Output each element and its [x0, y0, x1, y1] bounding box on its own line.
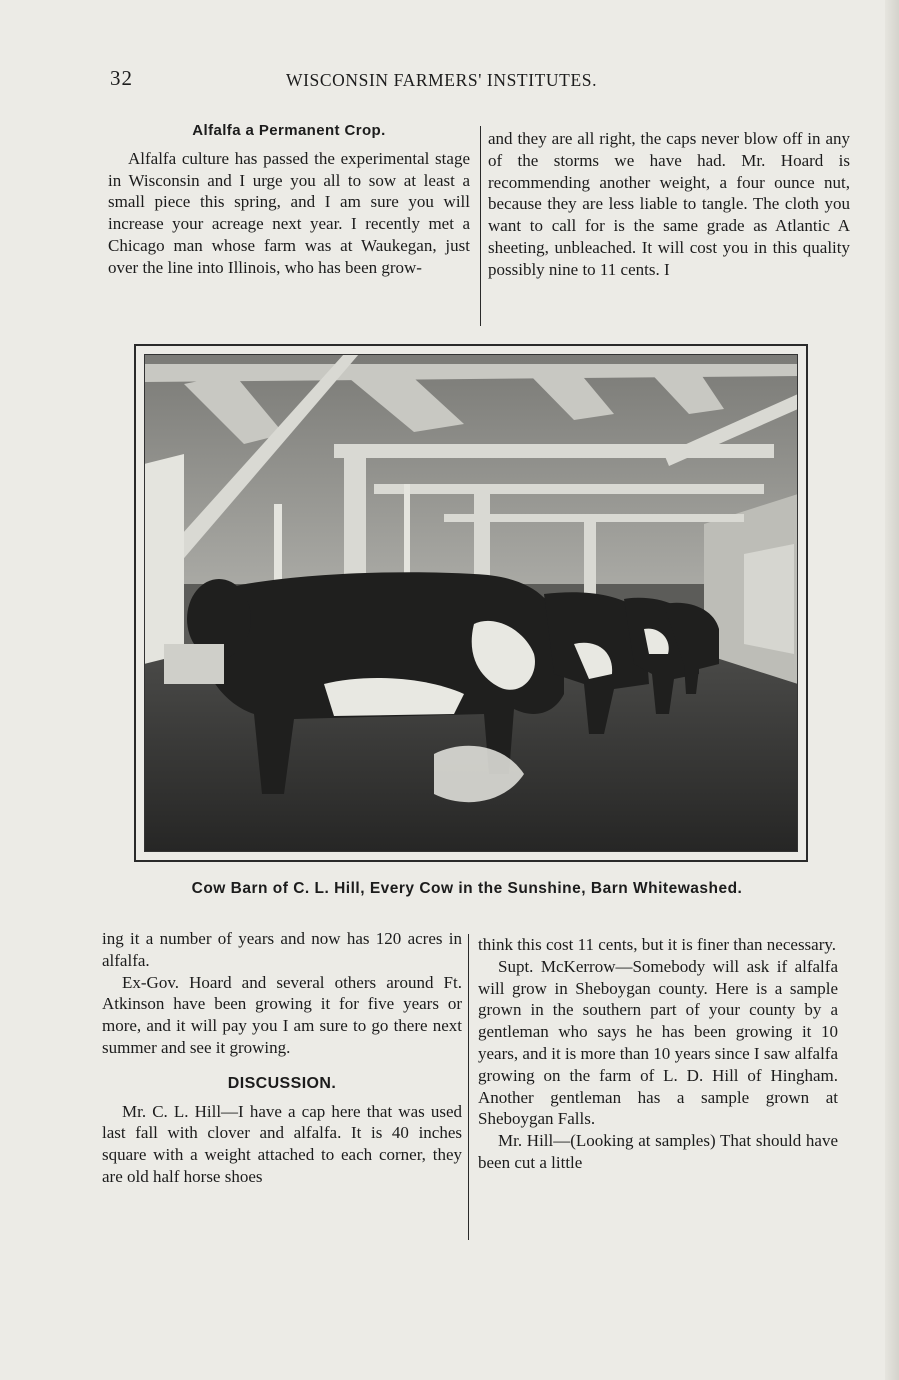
page-number: 32 [110, 66, 133, 90]
paragraph: Ex-Gov. Hoard and several others around Ft. Atkinson have been growing it for five years or more, and it will pay you I am sure to go there next summer and see it growing. [102, 972, 462, 1057]
section-heading: DISCUSSION. [227, 1074, 337, 1092]
paragraph: Mr. C. L. Hill—I have a cap here that was used last fall with clover and alfalfa. It is 40 inches square with a weight attached to each corner, they are old half horse shoes [102, 1101, 462, 1186]
figure-caption: Cow Barn of C. L. Hill, Every Cow in the Sunshine, Barn Whitewashed. [191, 880, 743, 897]
column-divider [468, 934, 469, 1240]
paragraph: Alfalfa culture has passed the experimental stage in Wisconsin and I urge you all to sow at least a small piece this spring, and I am sure you will increase your acreage next year. I recently met a Chicago man whose farm was at Waukegan, just over the line into Illinois, who has been grow- [108, 148, 470, 277]
top-right-column [488, 128, 850, 281]
paragraph: think this cost 11 cents, but it is finer than necessary. [478, 935, 837, 954]
photo-frame [134, 344, 808, 862]
paragraph: Mr. Hill—(Looking at samples) That should have been cut a little [478, 1131, 838, 1172]
paragraph: Supt. McKerrow—Somebody will ask if alfalfa will grow in Sheboygan county. Here is a sample grown in the southern part of your county by a gentleman who says he has been growing it 10 years, and it is more than 10 years since I saw alfalfa growing on the farm of L. D. Hill of Hingham. Another gentleman has a sample grown at Sheboygan Falls. [478, 956, 838, 1129]
running-title: WISCONSIN FARMERS' INSTITUTES. [286, 70, 598, 90]
bottom-right-column [478, 934, 838, 1174]
cow-barn-photo [144, 354, 798, 852]
paragraph: and they are all right, the caps never blow off in any of the storms we have had. Mr. Hoard is recommending another weight, a four ounce nut, because they are less liable to tangle. The cloth you want to call for is the same grade as Atlantic A sheeting, unbleached. It will cost you in this quality possibly nine to 11 cents. I [488, 129, 850, 279]
paragraph: ing it a number of years and now has 120 acres in alfalfa. [102, 929, 462, 970]
column-divider [480, 126, 481, 326]
top-left-column [108, 120, 470, 279]
bottom-left-column [102, 928, 462, 1188]
section-heading: Alfalfa a Permanent Crop. [192, 122, 386, 139]
page-header [108, 62, 688, 92]
page-edge [885, 0, 899, 1380]
